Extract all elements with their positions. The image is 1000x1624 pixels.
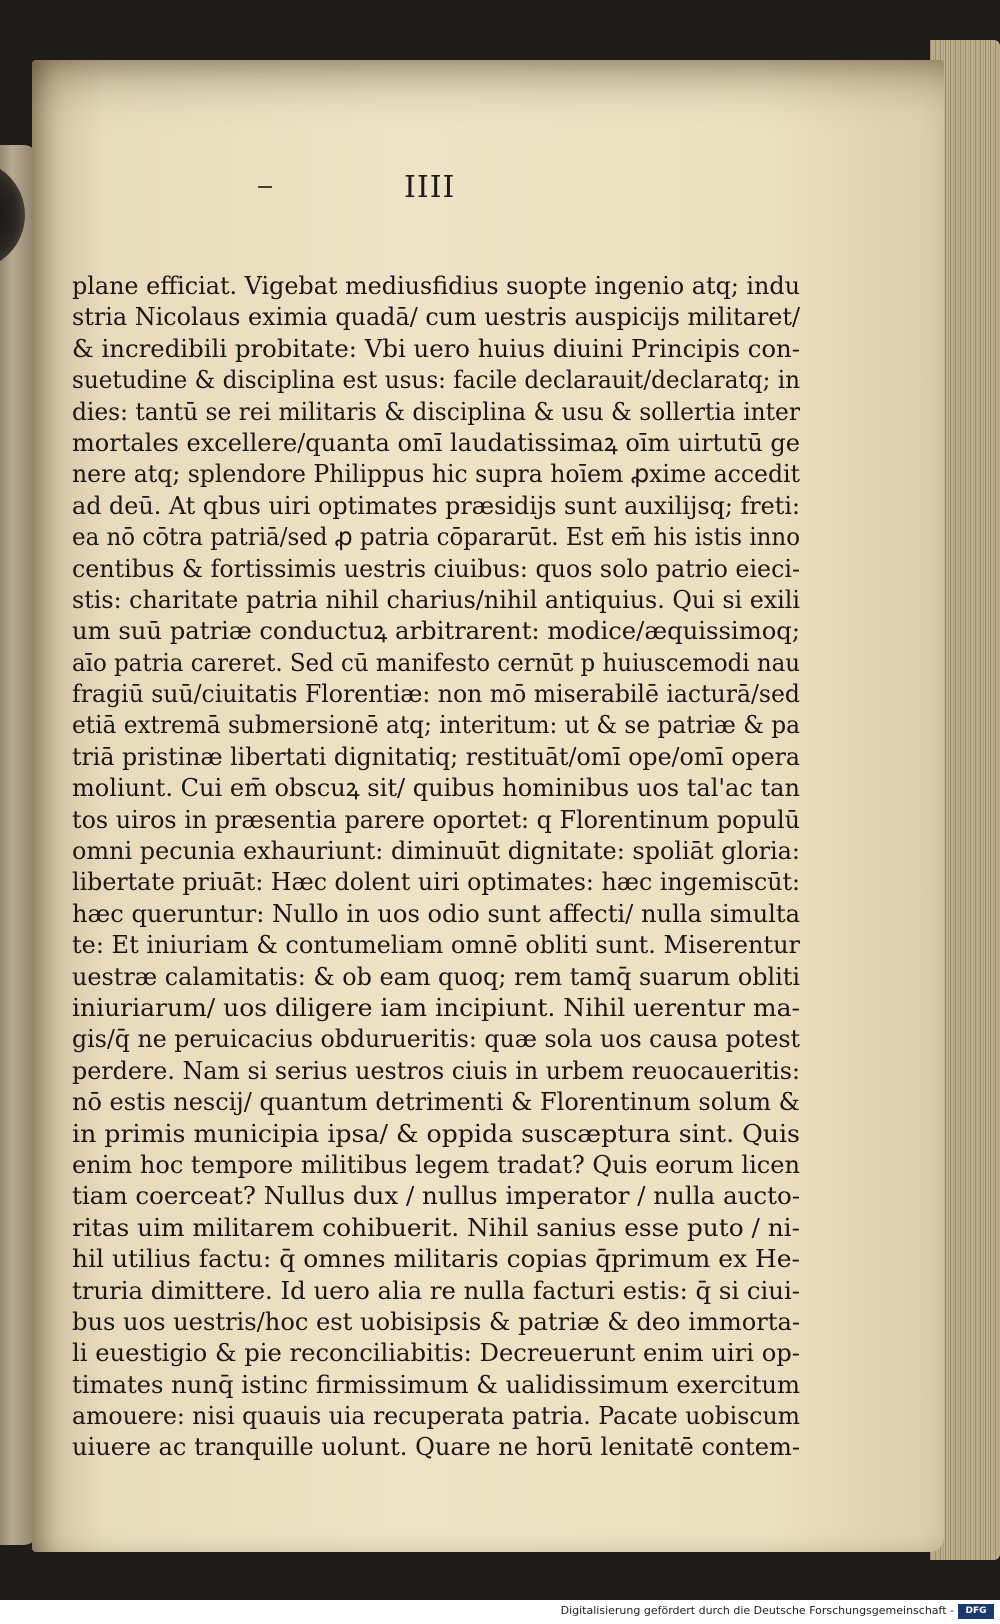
text-line: hil utilius factu: q̄ omnes militaris copias q̄primum ex He- — [72, 1244, 800, 1274]
text-line: plane efficiat. Vigebat mediusfidius suopte ingenio atq; indu — [72, 271, 800, 300]
text-block — [72, 270, 800, 1463]
text-line: ritas uim militarem cohibuerit. Nihil sanius esse puto / ni- — [72, 1212, 800, 1242]
text-line: stria Nicolaus eximia quadā/ cum uestris auspicijs militaret/ — [72, 302, 800, 332]
text-line: bus uos uestris/hoc est uobisipsis & patriæ & deo immorta- — [72, 1306, 800, 1336]
text-line: fragiū suū/ciuitatis Florentiæ: non mō miserabilē iacturā/sed — [72, 679, 800, 709]
text-line: mortales excellere/quanta omī laudatissimaꝝ oīm uirtutū ge — [72, 427, 800, 457]
text-line: um suū patriæ conductuꝝ arbitrarent: modice/æquissimoq; — [72, 616, 800, 646]
text-line: perdere. Nam si serius uestros ciuis in urbem reuocaueritis: — [72, 1055, 800, 1085]
text-line: suetudine & disciplina est usus: facile declarauit/declaratq; in — [72, 365, 800, 395]
text-line: nō estis nescij/ quantum detrimenti & Florentinum solum & — [72, 1087, 800, 1117]
text-line: hæc queruntur: Nullo in uos odio sunt affecti/ nulla simulta — [72, 898, 800, 928]
dfg-logo: DFG — [958, 1604, 994, 1619]
text-line: gis/q̄ ne peruicacius obdurueritis: quæ sola uos causa potest — [72, 1024, 800, 1054]
text-line: dies: tantū se rei militaris & disciplina & usu & sollertia inter — [72, 396, 800, 426]
digitization-credit: Digitalisierung gefördert durch die Deutsche Forschungsgemeinschaft - — [560, 1604, 954, 1617]
folio-dash — [258, 186, 272, 188]
text-line: truria dimittere. Id uero alia re nulla facturi estis: q̄ si ciui- — [72, 1275, 800, 1305]
text-line: in primis municipia ipsa/ & oppida suscæptura sint. Quis — [72, 1118, 800, 1148]
text-line: aīo patria careret. Sed cū manifesto cernūt p huiuscemodi nau — [72, 647, 800, 677]
text-line: uiuere ac tranquille uolunt. Quare ne horū lenitatē contem- — [72, 1432, 800, 1462]
text-line: nere atq; splendore Philippus hic supra hoīem ꝓxime accedit — [72, 459, 800, 489]
text-line: omni pecunia exhauriunt: diminuūt dignitate: spoliāt gloria: — [72, 836, 800, 866]
text-line: stis: charitate patria nihil charius/nihil antiquius. Qui si exili — [72, 584, 800, 614]
text-line: centibus & fortissimis uestris ciuibus: quos solo patrio eieci- — [72, 553, 800, 583]
book-page — [32, 60, 944, 1552]
text-line: moliunt. Cui em̄ obscuꝝ sit/ quibus hominibus uos tal'ac tan — [72, 773, 800, 803]
text-line: iniuriarum/ uos diligere iam incipiunt. Nihil uerentur ma- — [72, 992, 800, 1022]
text-line: etiā extremā submersionē atq; interitum: ut & se patriæ & pa — [72, 710, 800, 740]
text-line: enim hoc tempore militibus legem tradat? Quis eorum licen — [72, 1149, 800, 1179]
folio-number: IIII — [404, 170, 456, 205]
text-line: & incredibili probitate: Vbi uero huius diuini Principis con- — [72, 333, 800, 363]
text-line: triā pristinæ libertati dignitatiq; restituāt/omī ope/omī opera — [72, 741, 800, 771]
text-line: libertate priuāt: Hæc dolent uiri optimates: hæc ingemiscūt: — [72, 867, 800, 897]
text-line: timates nunq̄ istinc firmissimum & ualidissimum exercitum — [72, 1369, 800, 1399]
footer-bar — [0, 1600, 1000, 1624]
text-line: te: Et iniuriam & contumeliam omnē obliti sunt. Miserentur — [72, 930, 800, 960]
text-line: ea nō cōtra patriā/sed ꝓ patria cōpararūt. Est em̄ his istis inno — [72, 522, 800, 552]
text-line: tiam coerceat? Nullus dux / nullus imperator / nulla aucto- — [72, 1181, 800, 1211]
text-line: ad deū. At qbus uiri optimates præsidijs sunt auxilijsq; freti: — [72, 490, 800, 520]
text-line: li euestigio & pie reconciliabitis: Decreuerunt enim uiri op- — [72, 1338, 800, 1368]
text-line: uestræ calamitatis: & ob eam quoq; rem tamq̄ suarum obliti — [72, 961, 800, 991]
text-line: tos uiros in præsentia parere oportet: q Florentinum populū — [72, 804, 800, 834]
text-line: amouere: nisi quauis uia recuperata patria. Pacate uobiscum — [72, 1401, 800, 1431]
